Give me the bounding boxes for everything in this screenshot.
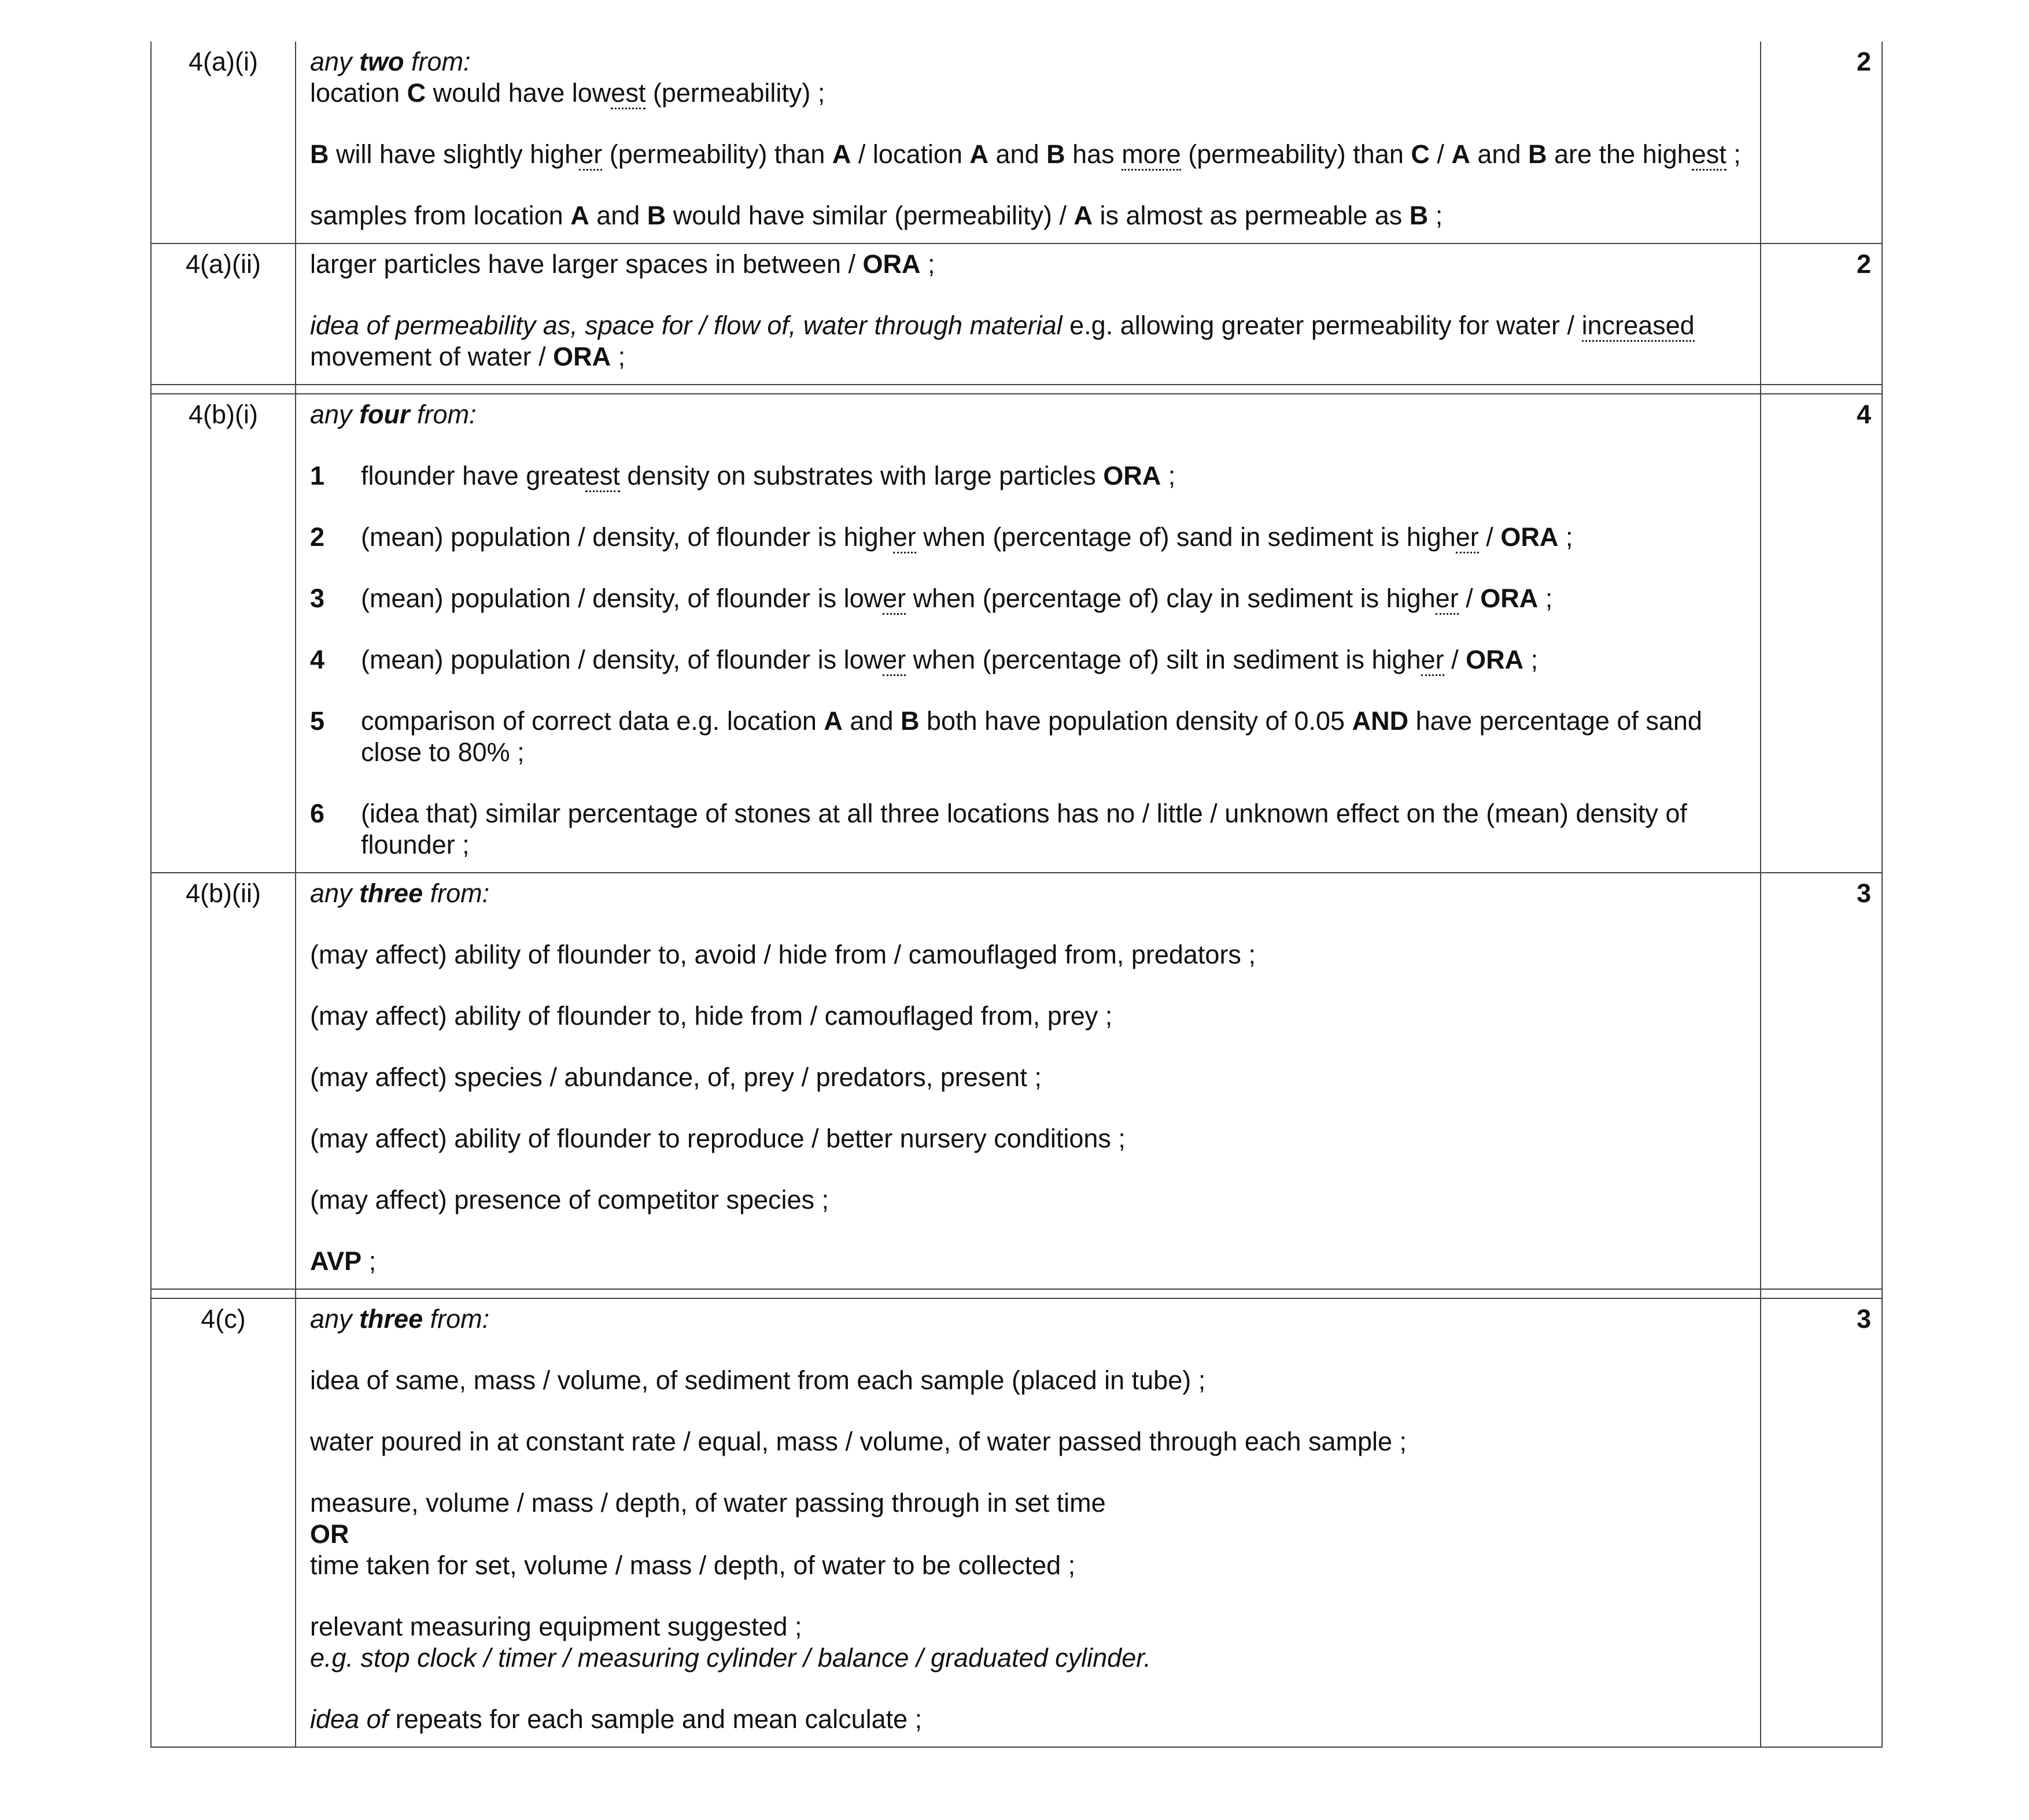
list-item: 1 flounder have greatest density on substrates with large particles ORA ;: [310, 460, 1746, 492]
mark-scheme-page: [150, 42, 1883, 1748]
table-row: [151, 873, 1882, 1289]
answer-line: time taken for set, volume / mass / depth, of water to be collected ;: [310, 1550, 1076, 1580]
question-number: 4(b)(i): [151, 394, 296, 873]
answer-line: (may affect) presence of competitor species ;: [310, 1185, 829, 1214]
answer-line: idea of same, mass / volume, of sediment from each sample (placed in tube) ;: [310, 1365, 1206, 1395]
answer-line: AVP ;: [310, 1246, 377, 1276]
or-label: OR: [310, 1519, 349, 1549]
answer-intro: any two from:: [310, 47, 471, 76]
answer-line: measure, volume / mass / depth, of water passing through in set time: [310, 1488, 1106, 1518]
answer-line: (may affect) ability of flounder to, avoid / hide from / camouflaged from, predators ;: [310, 940, 1256, 969]
answer-line: idea of repeats for each sample and mean calculate ;: [310, 1704, 923, 1734]
table-row: [151, 1298, 1882, 1747]
answer-line: location C would have lowest (permeability) ;: [310, 77, 1746, 109]
answer-cell: [296, 1298, 1761, 1747]
table-divider: [151, 1289, 1882, 1298]
list-item: 4 (mean) population / density, of flounder is lower when (percentage of) silt in sediment is higher / ORA ;: [310, 644, 1746, 675]
marks-cell: 2: [1761, 243, 1882, 385]
question-number: 4(b)(ii): [151, 873, 296, 1289]
list-item: 5 comparison of correct data e.g. location A and B both have population density of 0.05 AND have percentage of sand close to 80% ;: [310, 706, 1702, 767]
answer-line: idea of permeability as, space for / flow of, water through material e.g. allowing greater permeability for water / increased movement of water / ORA ;: [310, 311, 1695, 371]
example-line: e.g. stop clock / timer / measuring cylinder / balance / graduated cylinder.: [310, 1643, 1152, 1673]
answer-line: (may affect) species / abundance, of, prey / predators, present ;: [310, 1062, 1042, 1092]
list-item: 3 (mean) population / density, of flounder is lower when (percentage of) clay in sediment is higher / ORA ;: [310, 583, 1746, 614]
question-number: 4(c): [151, 1298, 296, 1747]
table-row: [151, 243, 1882, 385]
table-row: [151, 42, 1882, 243]
answer-line: (may affect) ability of flounder to reproduce / better nursery conditions ;: [310, 1124, 1126, 1153]
answer-line: water poured in at constant rate / equal, mass / volume, of water passed through each sample ;: [310, 1427, 1407, 1456]
answer-line: samples from location A and B would have similar (permeability) / A is almost as permeable as B ;: [310, 201, 1443, 230]
table-divider: [151, 385, 1882, 394]
answer-line-group: [310, 1487, 1746, 1581]
answer-cell: [296, 243, 1761, 385]
answer-cell: [296, 42, 1761, 243]
answer-intro: any four from:: [310, 400, 477, 429]
answer-cell: [296, 873, 1761, 1289]
marks-cell: 3: [1761, 1298, 1882, 1747]
answer-line: B will have slightly higher (permeability) than A / location A and B has more (permeability) than C / A and B are the highest ;: [310, 139, 1746, 170]
list-item: 2 (mean) population / density, of flounder is higher when (percentage of) sand in sediment is higher / ORA ;: [310, 522, 1746, 553]
answer-line: larger particles have larger spaces in between / ORA ;: [310, 249, 935, 279]
marks-cell: 3: [1761, 873, 1882, 1289]
table-row: [151, 394, 1882, 873]
answer-cell: [296, 394, 1761, 873]
question-number: 4(a)(i): [151, 42, 296, 243]
answer-intro: any three from:: [310, 1304, 490, 1334]
question-number: 4(a)(ii): [151, 243, 296, 385]
marks-cell: 2: [1761, 42, 1882, 243]
answer-line: (may affect) ability of flounder to, hide from / camouflaged from, prey ;: [310, 1001, 1113, 1031]
answer-line: relevant measuring equipment suggested ;: [310, 1612, 802, 1641]
marks-cell: 4: [1761, 394, 1882, 873]
list-item: 6 (idea that) similar percentage of stones at all three locations has no / little / unknown effect on the (mean) density of flounder ;: [310, 799, 1687, 859]
answer-line-group: [310, 1611, 1746, 1674]
answer-intro: any three from:: [310, 878, 490, 908]
mark-scheme-table: [150, 42, 1883, 1748]
